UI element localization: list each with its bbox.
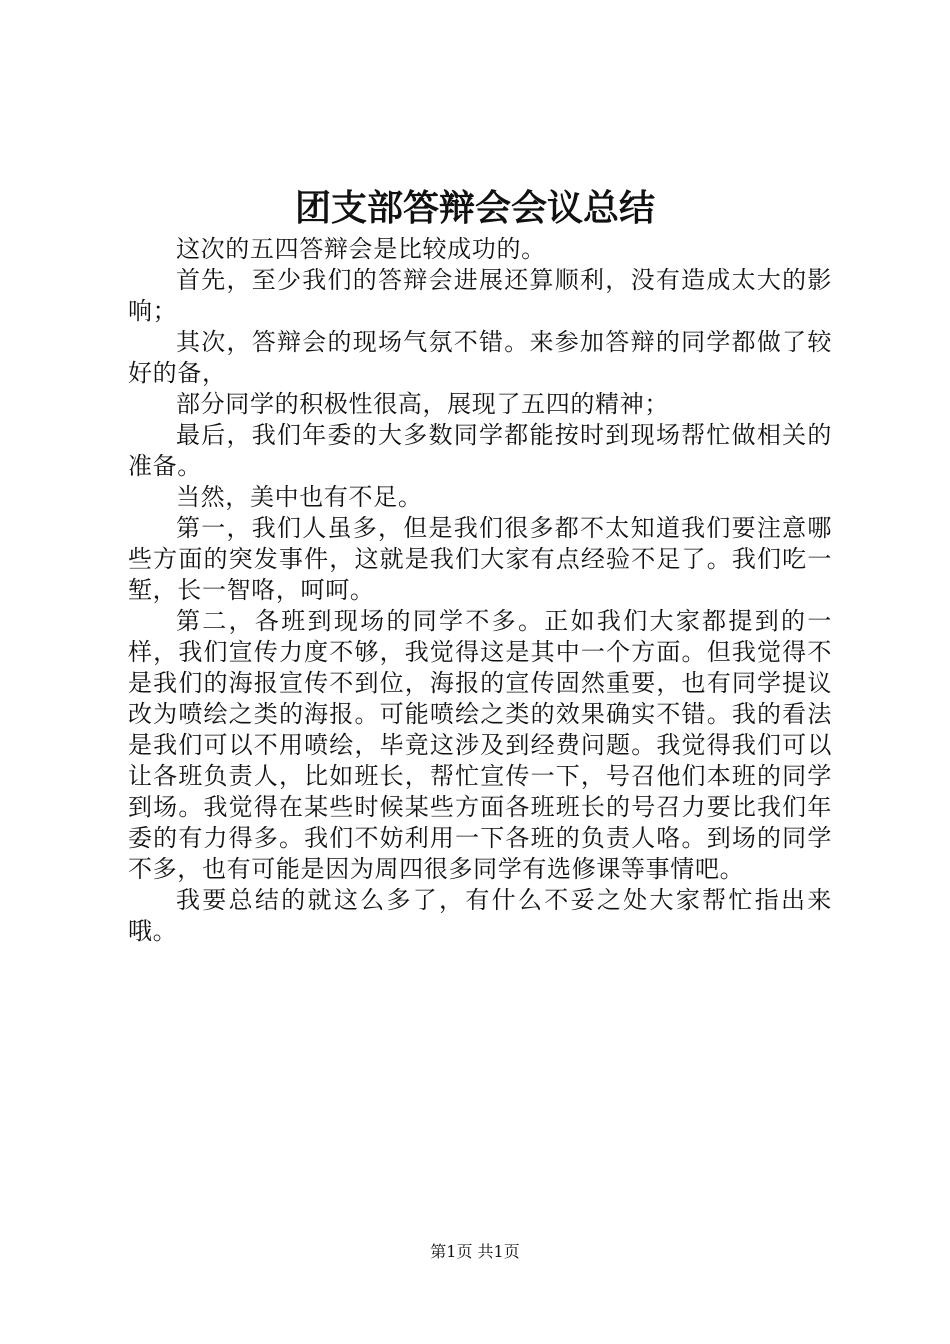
- document-body: [128, 234, 832, 947]
- document-title: 团支部答辩会会议总结: [294, 187, 655, 229]
- paragraph: 部分同学的积极性很高，展现了五四的精神；: [176, 390, 669, 418]
- paragraph: 其次，答辩会的现场气氛不错。来参加答辩的同学都做了较好的备，: [128, 328, 832, 387]
- paragraph: 最后，我们年委的大多数同学都能按时到现场帮忙做相关的准备。: [128, 421, 832, 480]
- paragraph: 当然，美中也有不足。: [176, 483, 423, 511]
- paragraph: 第二，各班到现场的同学不多。正如我们大家都提到的一样，我们宣传力度不够，我觉得这是其中一个方面。但我觉得不是我们的海报宣传不到位，海报的宣传固然重要，也有同学提议改为喷绘之类的海报。可能喷绘之类的效果确实不错。我的看法是我们可以不用喷绘，毕竟这涉及到经费问题。我觉得我们可以让各班负责人，比如班长，帮忙宣传一下，号召他们本班的同学到场。我觉得在某些时候某些方面各班班长的号召力要比我们年委的有力得多。我们不妨利用一下各班的负责人咯。到场的同学不多，也有可能是因为周四很多同学有选修课等事情吧。: [128, 607, 832, 883]
- paragraph: 这次的五四答辩会是比较成功的。: [176, 235, 546, 263]
- paragraph: 我要总结的就这么多了，有什么不妥之处大家帮忙指出来哦。: [128, 886, 832, 945]
- paragraph: 首先，至少我们的答辩会进展还算顺利，没有造成太大的影响；: [128, 266, 832, 325]
- page-number-footer: 第1页 共1页: [430, 1242, 520, 1261]
- paragraph: 第一，我们人虽多，但是我们很多都不太知道我们要注意哪些方面的突发事件，这就是我们大家有点经验不足了。我们吃一堑，长一智咯，呵呵。: [128, 514, 832, 604]
